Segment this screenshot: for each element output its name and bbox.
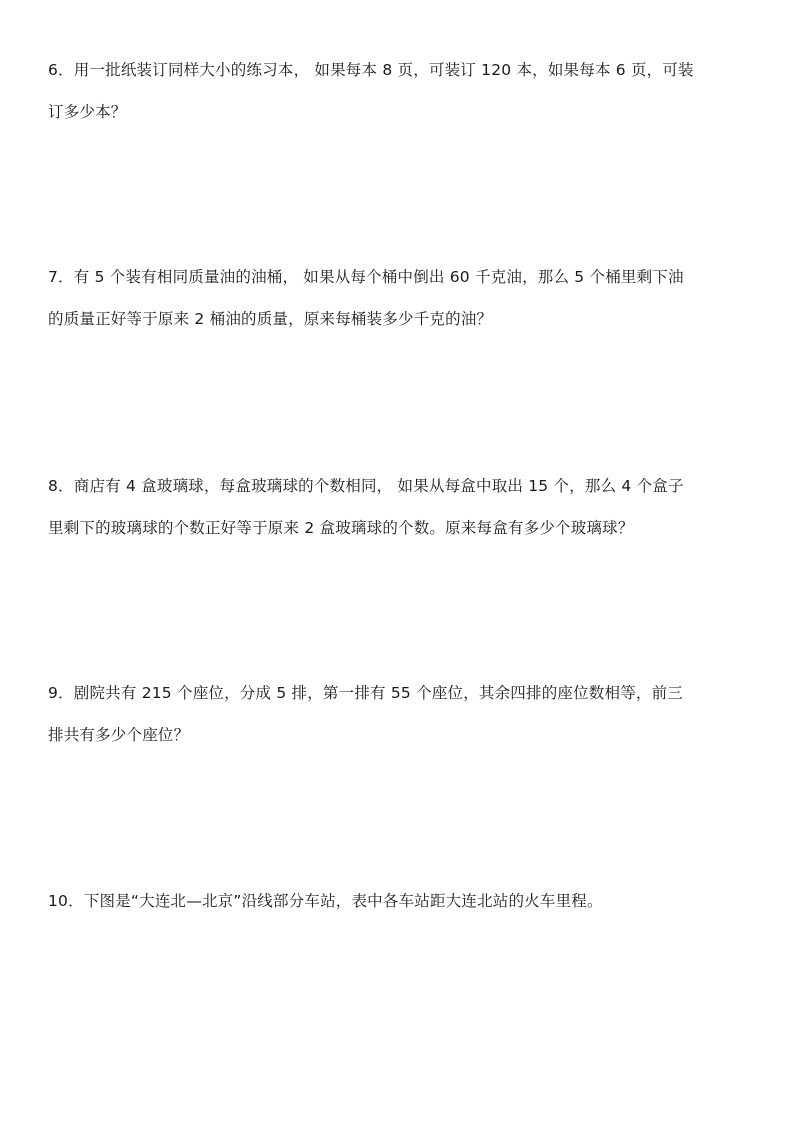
problem-8-line-2: 里剩下的玻璃球的个数正好等于原来 2 盒玻璃球的个数。原来每盒有多少个玻璃球？ — [48, 519, 634, 537]
problem-8 — [48, 465, 748, 549]
problem-7-line-1: 7．有 5 个装有相同质量油的油桶， 如果从每个桶中倒出 60 千克油，那么 5 个桶里剩下油 — [48, 268, 684, 286]
problem-7 — [48, 256, 748, 340]
problem-9 — [48, 672, 748, 756]
problem-6-line-2: 订多少本？ — [48, 103, 127, 121]
problem-10-line-1: 10．下图是“大连北—北京”沿线部分车站，表中各车站距大连北站的火车里程。 — [48, 892, 603, 910]
problem-9-line-1: 9．剧院共有 215 个座位，分成 5 排，第一排有 55 个座位，其余四排的座位数相等，前三 — [48, 684, 683, 702]
problem-7-line-2: 的质量正好等于原来 2 桶油的质量，原来每桶装多少千克的油？ — [48, 310, 493, 328]
problem-6-line-1: 6．用一批纸装订同样大小的练习本， 如果每本 8 页，可装订 120 本，如果每本 6 页，可装 — [48, 61, 694, 79]
problem-9-line-2: 排共有多少个座位？ — [48, 726, 190, 744]
problem-8-line-1: 8．商店有 4 盒玻璃球，每盒玻璃球的个数相同， 如果从每盒中取出 15 个，那么 4 个盒子 — [48, 477, 684, 495]
problem-6 — [48, 49, 748, 133]
problem-10 — [48, 880, 748, 922]
